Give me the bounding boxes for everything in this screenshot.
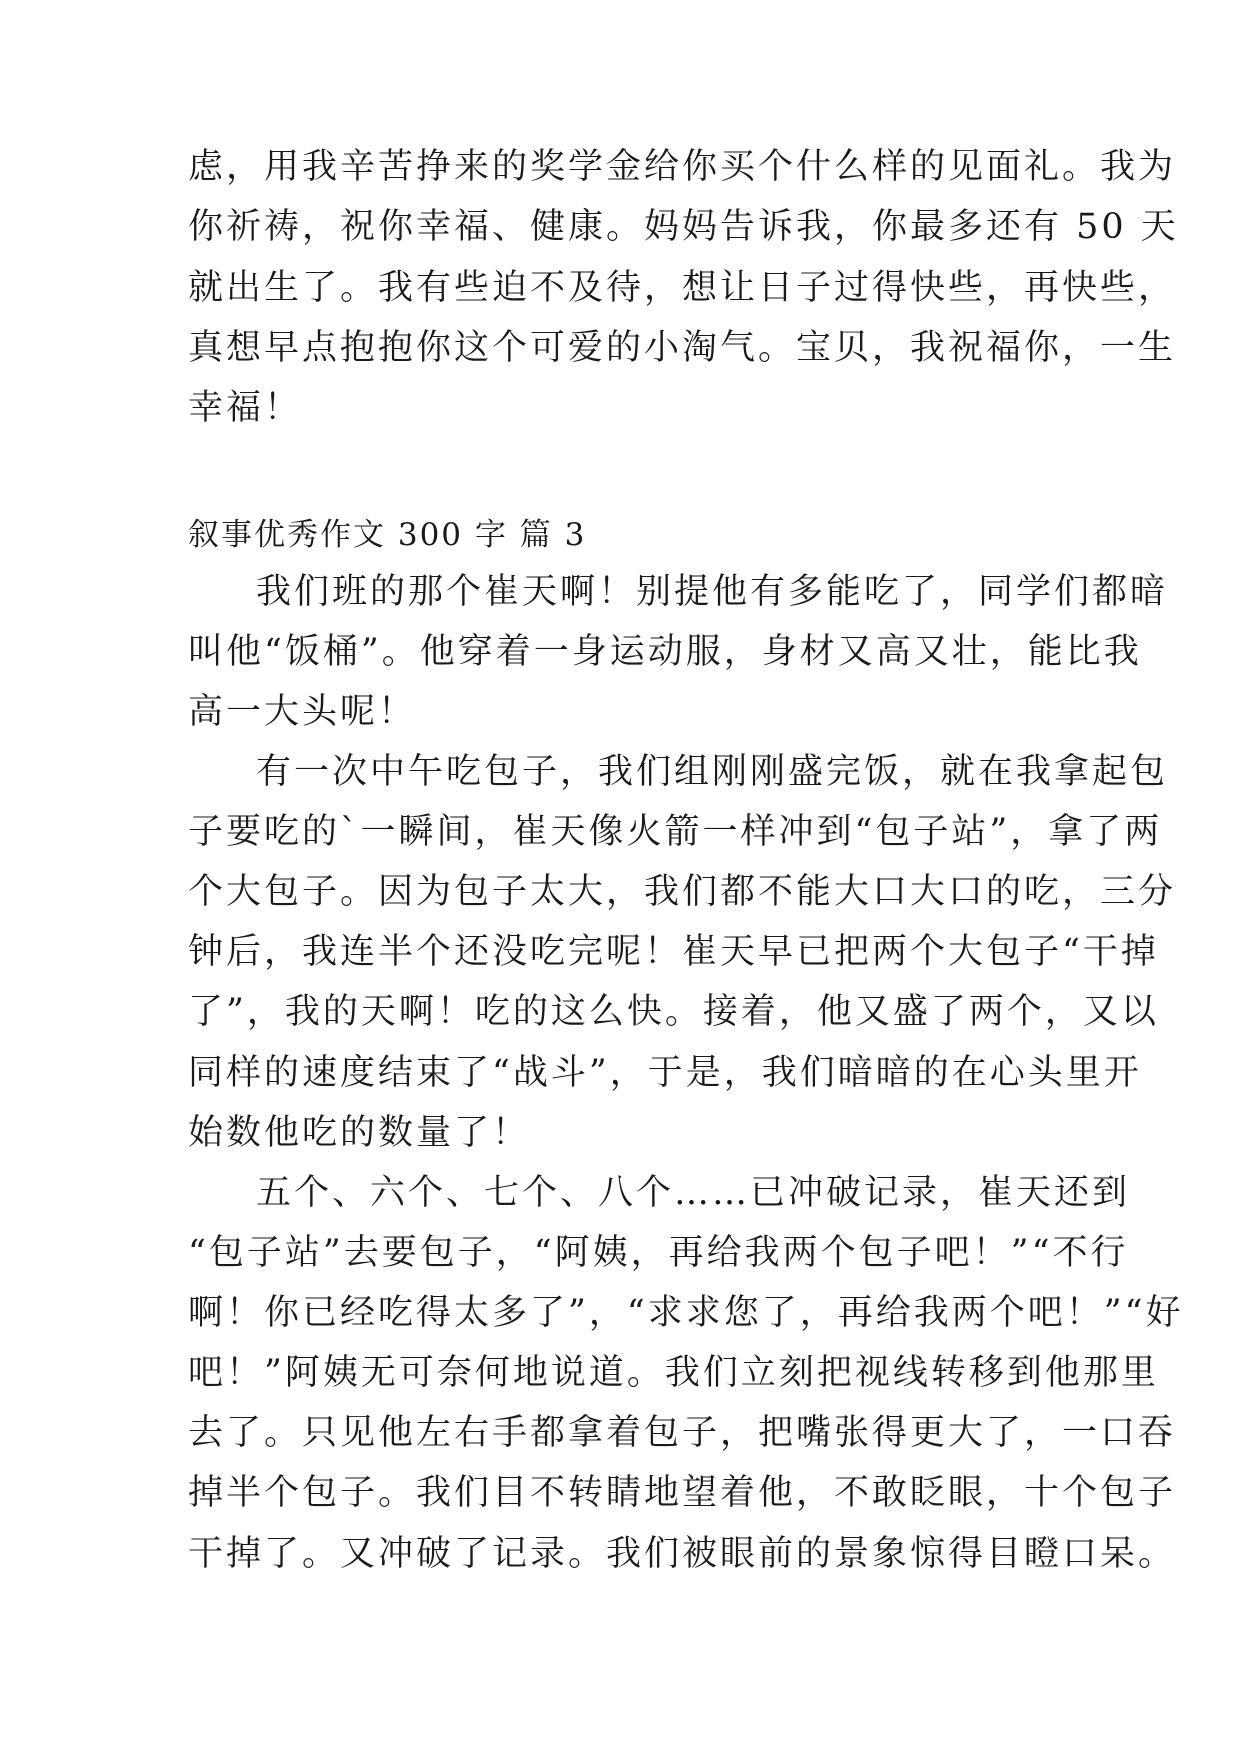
paragraph-line: 了”，我的天啊！吃的这么快。接着，他又盛了两个，又以 [188,992,1159,1032]
paragraph-line: 虑，用我辛苦挣来的奖学金给你买个什么样的见面礼。我为 [188,147,1177,187]
paragraph-line: 你祈祷，祝你幸福、健康。妈妈告诉我，你最多还有 50 天 [188,207,1179,247]
paragraph-line: 啊！你已经吃得太多了”，“求求您了，再给我两个吧！”“好 [188,1293,1184,1333]
paragraph-line: 干掉了。又冲破了记录。我们被眼前的景象惊得目瞪口呆。 [188,1534,1177,1574]
paragraph-line: 叫他“饭桶”。他穿着一身运动服，身材又高又壮，能比我 [188,632,1142,672]
paragraph-line: “包子站”去要包子，“阿姨，再给我两个包子吧！”“不行 [188,1233,1129,1273]
paragraph-line: 始数他吃的数量了！ [188,1113,531,1153]
paragraph-line: 去了。只见他左右手都拿着包子，把嘴张得更大了，一口吞 [188,1413,1177,1453]
paragraph-line: 吧！”阿姨无可奈何地说道。我们立刻把视线转移到他那里 [188,1353,1159,1393]
paragraph-line: 个大包子。因为包子太大，我们都不能大口大口的吃，三分 [188,872,1177,912]
paragraph-line: 有一次中午吃包子，我们组刚刚盛完饭，就在我拿起包 [256,752,1169,792]
paragraph-line: 就出生了。我有些迫不及待，想让日子过得快些，再快些， [188,268,1177,308]
paragraph-line: 同样的速度结束了“战斗”，于是，我们暗暗的在心头里开 [188,1053,1142,1093]
paragraph-line: 高一大头呢！ [188,692,417,732]
paragraph-line: 掉半个包子。我们目不转睛地望着他，不敢眨眼，十个包子 [188,1473,1177,1513]
paragraph-line: 我们班的那个崔天啊！别提他有多能吃了，同学们都暗 [256,572,1169,612]
paragraph-line: 钟后，我连半个还没吃完呢！崔天早已把两个大包子“干掉 [188,932,1159,972]
paragraph-line: 幸福！ [188,388,303,428]
paragraph-line: 子要吃的`一瞬间，崔天像火箭一样冲到“包子站”，拿了两 [188,812,1163,852]
paragraph-line: 真想早点抱抱你这个可爱的小淘气。宝贝，我祝福你，一生 [188,328,1177,368]
paragraph-line: 五个、六个、七个、八个……已冲破记录，崔天还到 [256,1173,1131,1213]
section-title: 叙事优秀作文 300 字 篇 3 [188,517,587,553]
